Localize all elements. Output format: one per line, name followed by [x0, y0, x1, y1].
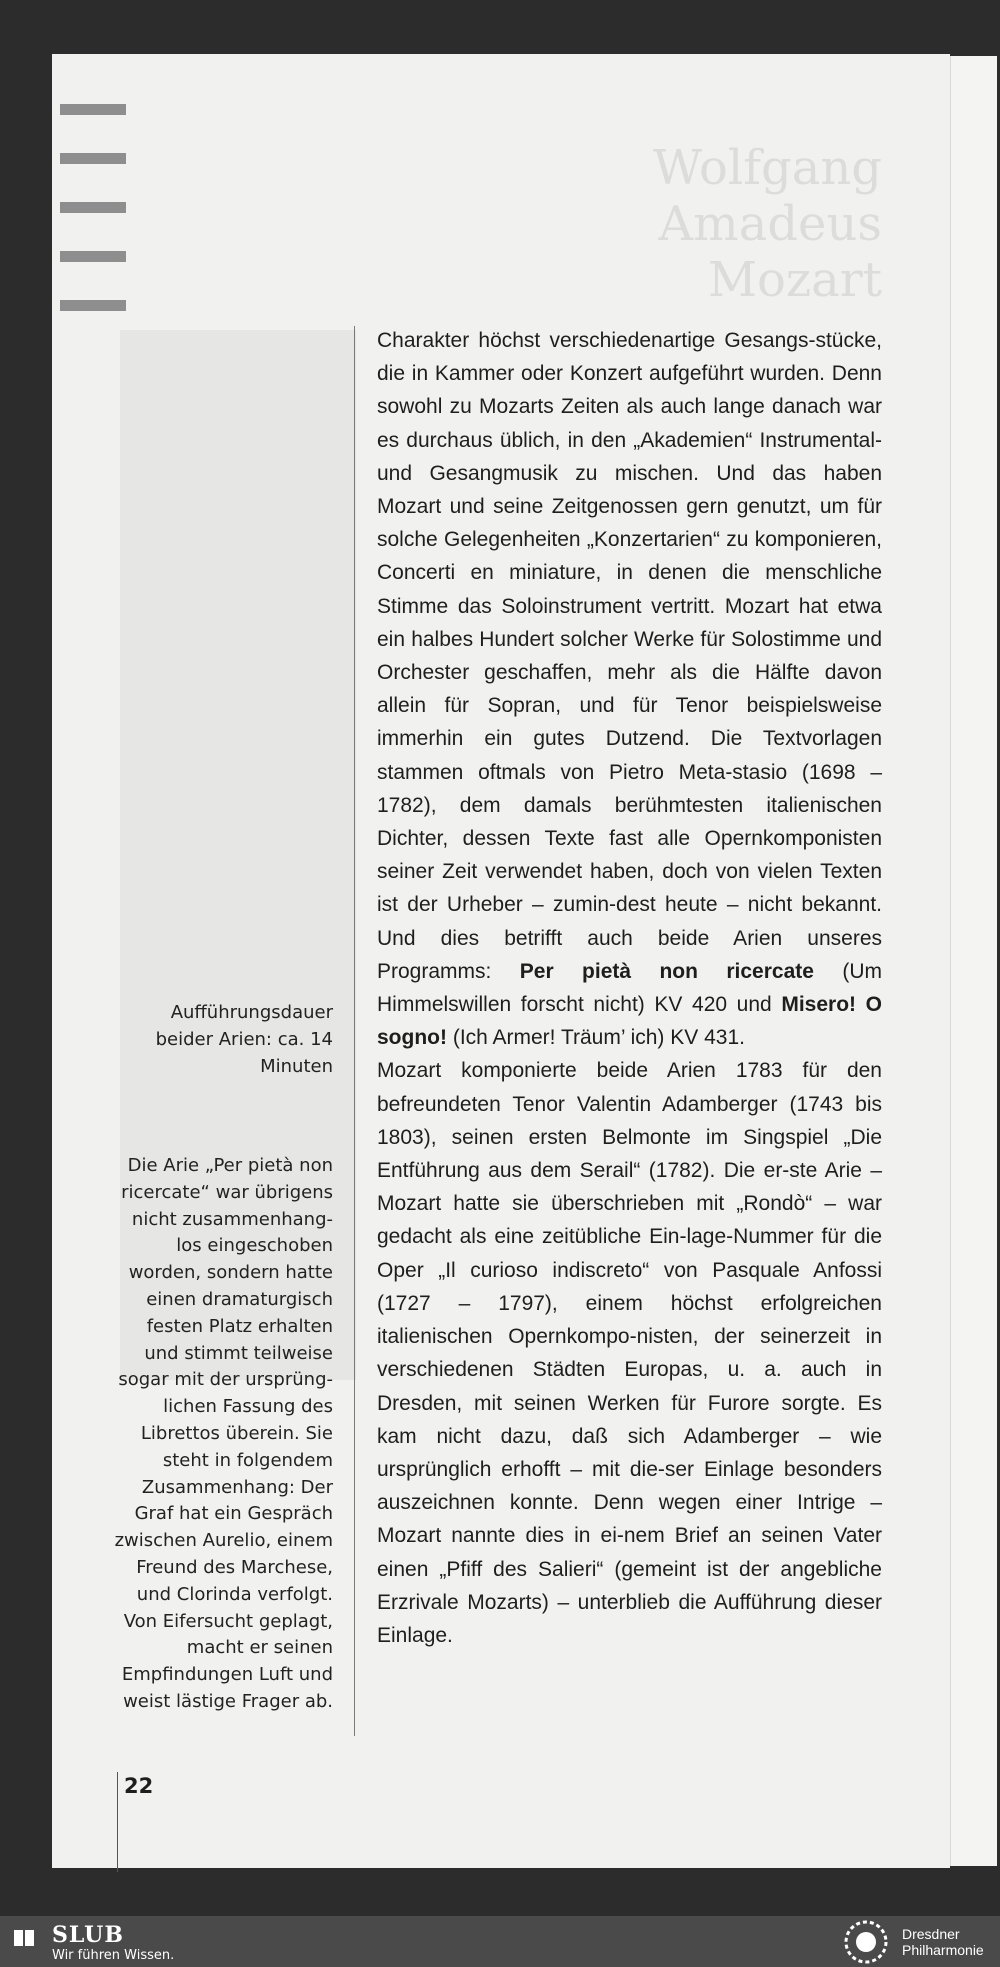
- footer-bar: [0, 1916, 1000, 1967]
- main-text: [377, 324, 882, 1652]
- margin-tab: [60, 202, 126, 213]
- margin-tab: [60, 104, 126, 115]
- paragraph: Charakter höchst verschiedenartige Gesangs-stücke, die in Kammer oder Konzert aufgeführt wurden. Denn sowohl zu Mozarts Zeiten als auch lange danach war es durchaus üblich, in den „Akademien“ Instrumental- und Gesangmusik zu mischen. Und das haben Mozart und seine Zeitgenossen gern genutzt, um für solche Gelegenheiten „Konzertarien“ zu komponieren, Concerti en miniature, in denen die menschliche Stimme das Soloinstrument vertritt. Mozart hat etwa ein halbes Hundert solcher Werke für Solostimme und Orchester geschaffen, mehr als die Hälfte davon allein für Sopran, und für Tenor beispielsweise immerhin ein gutes Dutzend. Die Textvorlagen stammen oftmals von Pietro Meta-stasio (1698 – 1782), dem damals berühmtesten italienischen Dichter, dessen Texte fast alle Opernkomponisten seiner Zeit verwendet haben, doch von vielen Texten ist der Urheber – zumin-dest heute – nicht bekannt. Und dies betrifft auch beide Arien unseres Programms: Per pietà non ricercate (Um Himmelswillen forscht nicht) KV 420 und Misero! O sogno! (Ich Armer! Träum’ ich) KV 431.: [377, 329, 883, 1050]
- slub-logo-text: SLUB: [52, 1922, 124, 1948]
- paragraph: Mozart komponierte beide Arien 1783 für den befreundeten Tenor Valentin Adamberger (1743 bis 1803), seinen ersten Belmonte im Singspiel „Die Entführung aus dem Serail“ (1782). Die er-ste Arie – Mozart hatte sie überschrieben mit „Rondò“ – war gedacht als eine zeitübliche Ein-lage-Nummer für die Oper „Il curioso indiscreto“ von Pasquale Anfossi (1727 – 1797), einem höchst erfolgreichen italienischen Opernkompo-nisten, der seinerzeit in verschiedenen Städten Europas, u. a. auch in Dresden, mit seinen Werken für Furore sorgte. Es kam nicht dazu, daß sich Adamberger – wie ursprünglich erhofft – mit die-ser Einlage besonders auszeichnen konnte. Denn wegen einer Intrige – Mozart nannte dies in ei-nem Brief an seinen Vater einen „Pfiff des Salieri“ (gemeint ist der angebliche Erzrivale Mozarts) – unterblieb die Aufführung dieser Einlage.: [377, 1059, 882, 1647]
- margin-tab: [60, 300, 126, 311]
- philharmonie-name: Dresdner Philharmonie: [902, 1926, 984, 1958]
- aria-title: Misero! O sogno!: [377, 993, 882, 1050]
- margin-tab: [60, 153, 126, 164]
- aria-title: Per pietà non ricercate: [519, 959, 814, 983]
- margin-tabs: [60, 104, 126, 349]
- slub-slogan: Wir führen Wissen.: [52, 1948, 175, 1963]
- philharmonie-logo-icon: [842, 1918, 890, 1966]
- page-number-rule: [117, 1772, 118, 1872]
- sidebar-duration: Aufführungsdauer beider Arien: ca. 14 Minuten: [155, 1002, 333, 1077]
- column-divider: [354, 326, 355, 1736]
- book-icon: [12, 1926, 36, 1950]
- sidebar-note: Die Arie „Per pietà non ricercate“ war übrigens nicht zusammenhang-los eingeschoben worden, sondern hatte einen dramaturgisch festen Platz erhalten und stimmt teilweise sogar mit der ursprüng-lichen Fassung des Librettos überein. Sie steht in folgendem Zusammenhang: Der Graf hat ein Gespräch zwischen Aurelio, einem Freund des Marchese, und Clorinda verfolgt. Von Eifersucht geplagt, macht er seinen Empfindungen Luft und weist lästige Frager ab.: [114, 1155, 333, 1712]
- bleed-through-title: Wolfgang Amadeus Mozart: [652, 140, 882, 308]
- page-number: 22: [124, 1774, 154, 1798]
- margin-tab: [60, 251, 126, 262]
- next-page-edge: [950, 56, 997, 1866]
